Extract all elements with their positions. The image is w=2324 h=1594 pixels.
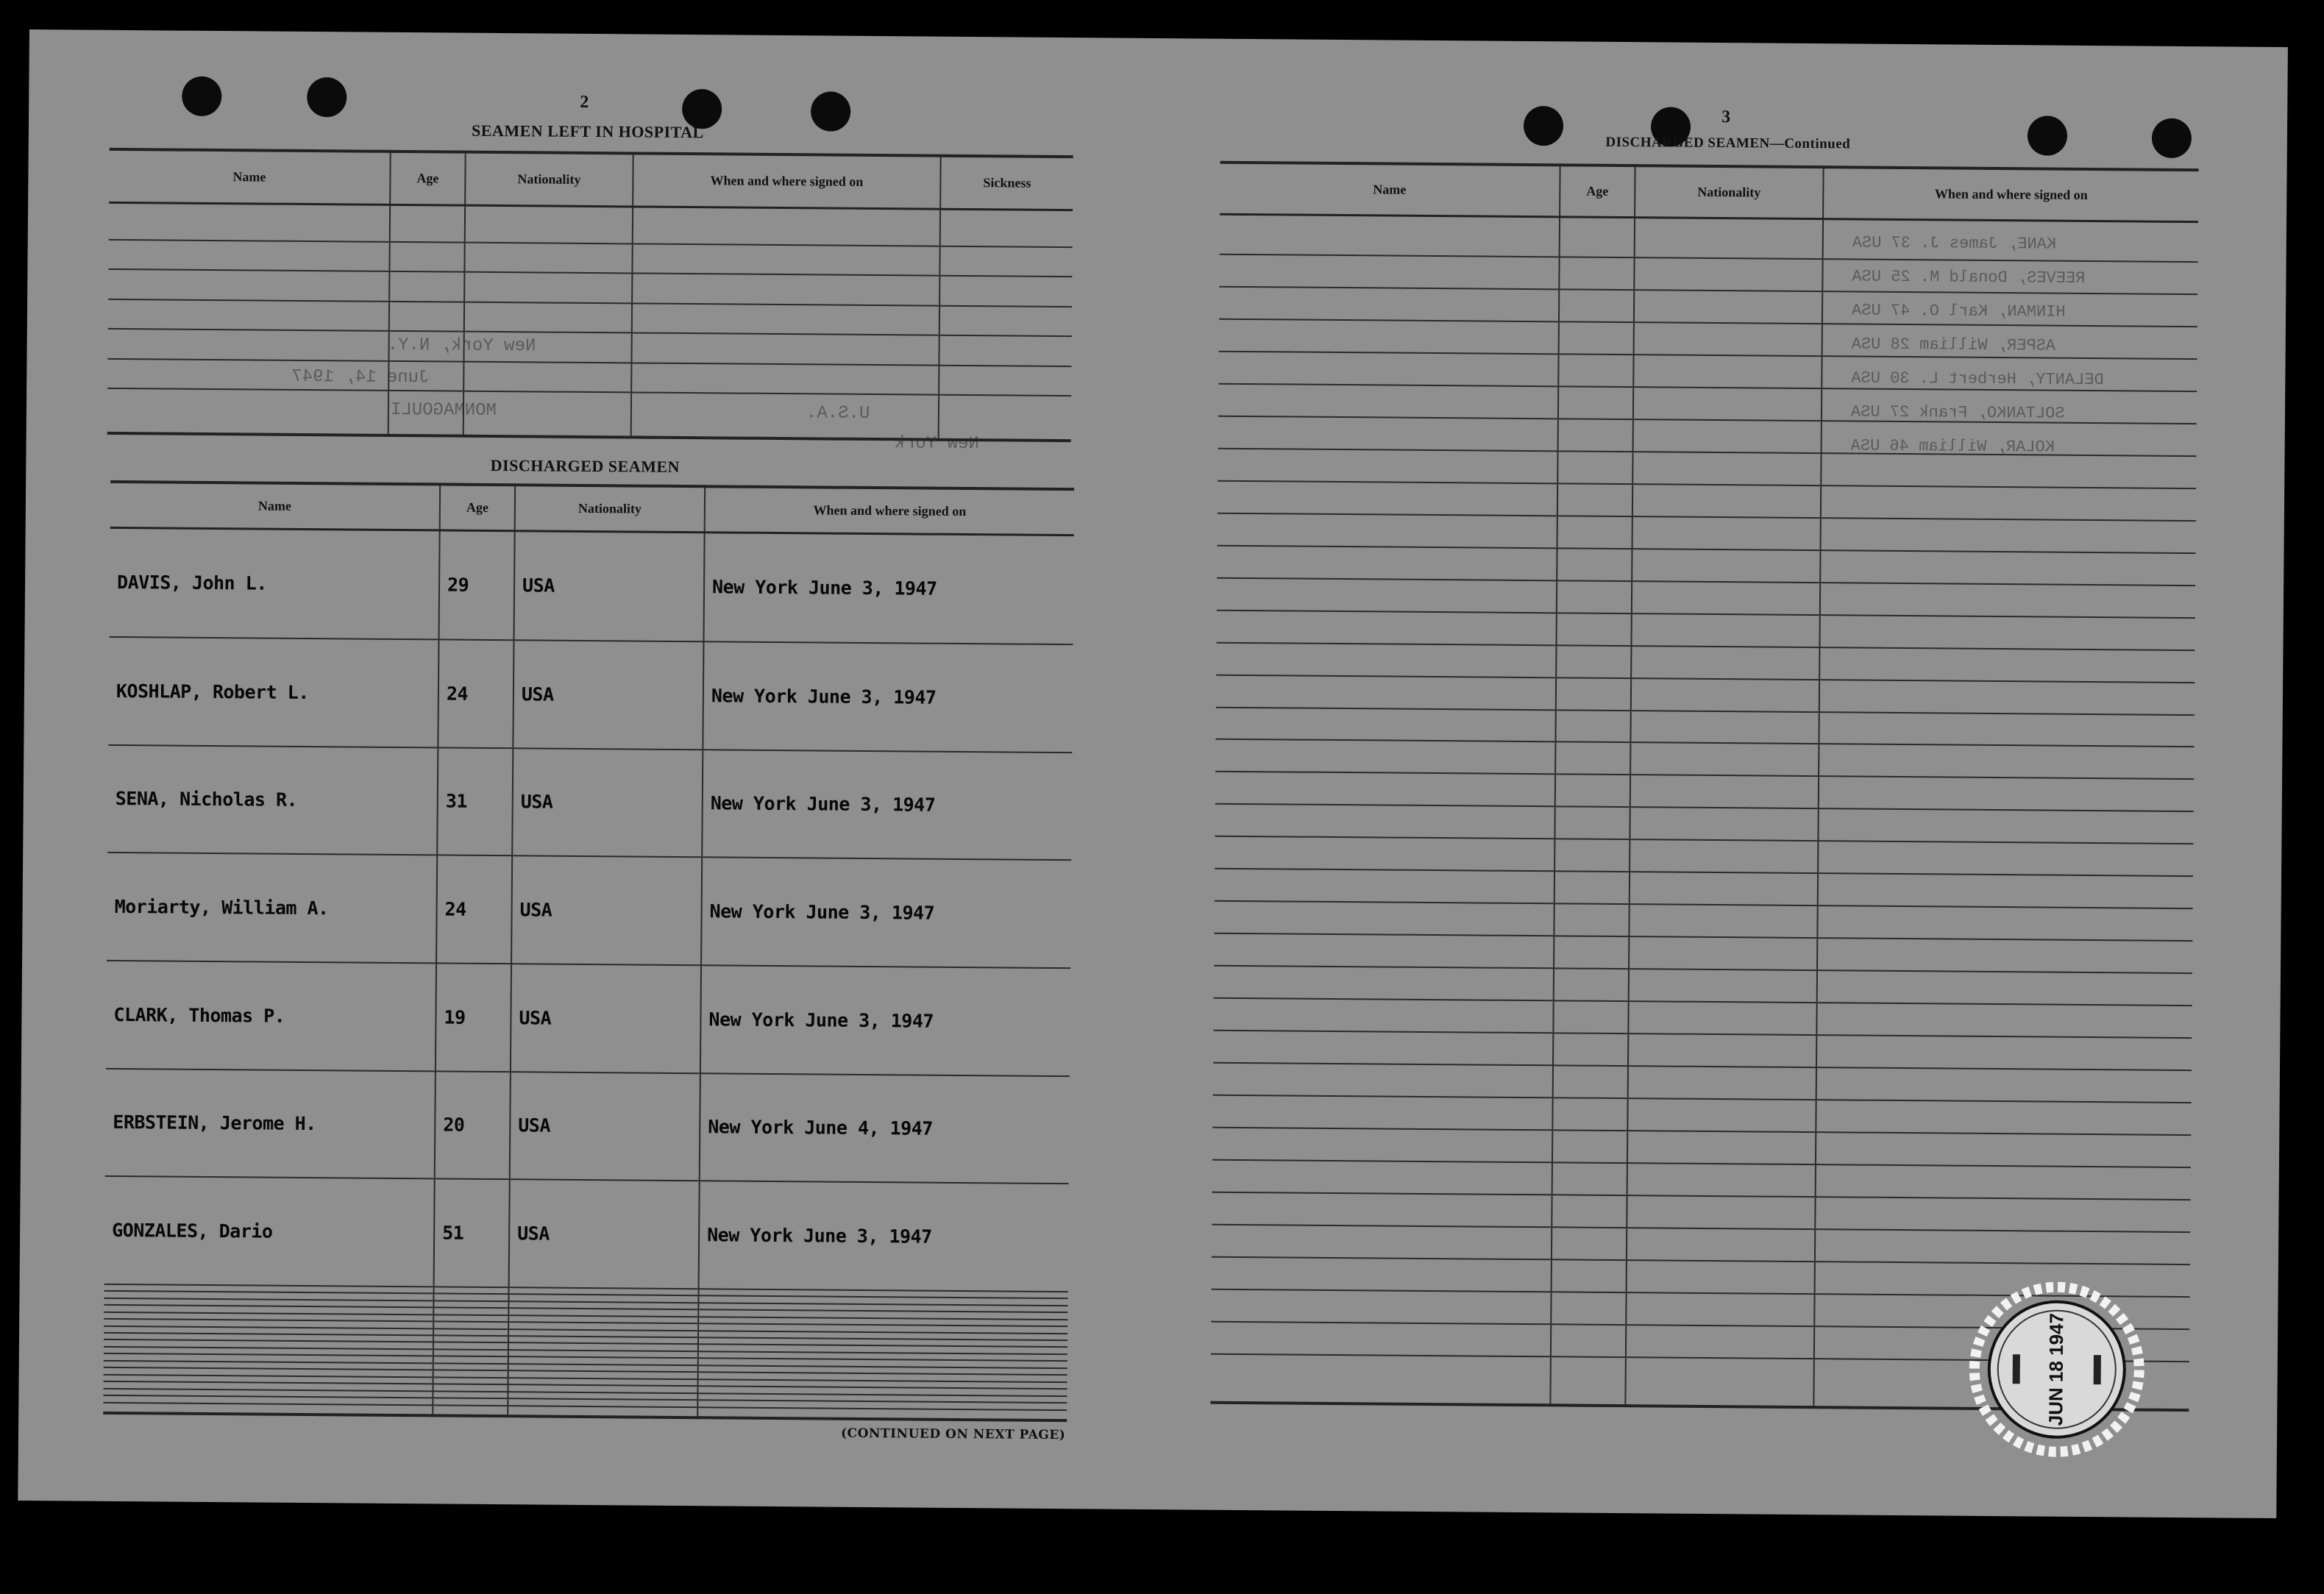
col-header-name: Name (1373, 182, 1407, 197)
col-header-signed-on: When and where signed on (633, 153, 941, 208)
table-cell (631, 393, 939, 440)
table-cell (1211, 1289, 1551, 1325)
table-cell (1553, 1001, 1628, 1034)
table-cell (1627, 1195, 1815, 1229)
table-cell (1215, 772, 1555, 807)
table-cell (1554, 839, 1630, 872)
table-cell (1821, 453, 2196, 488)
table-cell (1627, 1131, 1816, 1164)
table-cell (1558, 386, 1633, 419)
cell-name (103, 1402, 433, 1415)
table-cell (107, 329, 388, 361)
table-cell (108, 239, 389, 271)
punch-hole (2028, 115, 2067, 155)
table-cell (1630, 872, 1818, 905)
show-through-text: HINMAN, Karl O. 47 USA (1851, 301, 2066, 321)
table-cell (1628, 1033, 1816, 1067)
cell-age: 31 (437, 747, 513, 855)
table-cell (1552, 1130, 1627, 1163)
table-cell (1630, 808, 1818, 842)
show-through-text: REEVES, Donald M. 25 USA (1852, 267, 2086, 288)
col-header-nationality: Nationality (465, 152, 633, 207)
table-cell (1557, 548, 1632, 581)
page-number-left: 2 (580, 92, 589, 112)
cell-nationality: USA (514, 530, 704, 641)
table-cell (1556, 677, 1631, 711)
table-cell (1634, 322, 1822, 356)
cell-name: KOSHLAP, Robert L. (116, 680, 309, 703)
table-cell (463, 391, 631, 438)
table-cell (1815, 1197, 2190, 1232)
col-header-age: Age (440, 484, 515, 530)
table-cell (1216, 642, 1556, 677)
table-cell (1554, 936, 1629, 969)
table-cell (1552, 1227, 1627, 1260)
table-cell (1212, 1192, 1552, 1228)
table-cell (388, 391, 463, 436)
table-cell (1550, 1356, 1626, 1406)
punch-hole (182, 77, 221, 116)
cell-name: ERBSTEIN, Jerome H. (113, 1111, 316, 1135)
table-row (107, 745, 1072, 861)
table-cell (1820, 550, 2195, 586)
table-cell (1816, 1067, 2192, 1103)
table-cell (1555, 775, 1630, 808)
table-cell (1554, 904, 1629, 937)
table-cell (939, 335, 1071, 366)
show-through-text: MONMAGOULI (390, 399, 497, 421)
table-cell (632, 243, 939, 276)
table-cell (631, 333, 939, 366)
table-cell (939, 246, 1072, 277)
table-cell (1816, 1132, 2191, 1167)
table-cell (1625, 1357, 1814, 1407)
table-cell (632, 303, 939, 335)
table-cell (1218, 480, 1557, 516)
table-cell (1630, 743, 1819, 777)
table-cell (940, 209, 1073, 247)
table-cell (1630, 711, 1819, 744)
cell-name: SENA, Nicholas R. (115, 788, 298, 811)
table-cell (1214, 966, 1554, 1001)
cell-signed-on: New York June 3, 1947 (703, 532, 1073, 644)
table-cell (939, 305, 1072, 336)
table-cell (1816, 1003, 2192, 1038)
table-cell (1558, 354, 1633, 387)
hospital-table (107, 148, 1073, 442)
table-cell (1212, 1225, 1552, 1260)
table-cell (1554, 807, 1630, 840)
table-cell (389, 302, 464, 332)
table-row (106, 961, 1070, 1076)
cell-age: 29 (439, 530, 515, 640)
table-cell (631, 363, 939, 395)
table-cell (1821, 485, 2196, 521)
punch-hole (307, 77, 347, 117)
table-cell (1820, 583, 2195, 618)
table-cell (1214, 933, 1554, 969)
table-cell (1559, 321, 1634, 355)
cell-signed-on: New York June 4, 1947 (700, 1073, 1070, 1184)
table-cell (1557, 483, 1632, 516)
cell-signed-on: New York June 3, 1947 (701, 858, 1071, 969)
table-cell (1217, 545, 1557, 580)
table-cell (464, 242, 632, 273)
table-cell (1212, 1095, 1552, 1131)
punch-hole (811, 91, 850, 131)
table-cell (1218, 416, 1558, 452)
table-cell (388, 361, 463, 391)
cell-signed-on (697, 1407, 1067, 1420)
table-cell (1218, 513, 1557, 548)
table-row (105, 1068, 1070, 1184)
cell-name: Moriarty, William A. (114, 896, 329, 919)
table-cell (1629, 969, 1817, 1003)
table-cell (1627, 1260, 1815, 1294)
document-sheet (18, 29, 2288, 1518)
col-header-nationality: Nationality (515, 485, 705, 532)
table-cell (1819, 615, 2195, 650)
table-cell (108, 269, 389, 302)
table-cell (1632, 484, 1821, 518)
table-cell (1634, 290, 1822, 324)
table-cell (1219, 287, 1559, 322)
table-cell (1551, 1324, 1626, 1357)
table-cell (1215, 739, 1555, 775)
table-cell (1217, 610, 1557, 645)
table-cell (1631, 646, 1819, 680)
table-cell (1634, 257, 1822, 291)
cell-age: 24 (438, 639, 514, 747)
table-cell (939, 395, 1071, 441)
show-through-text: KOLAR, William 46 USA (1850, 436, 2055, 457)
cell-signed-on: New York June 3, 1947 (703, 641, 1073, 752)
cell-name: CLARK, Thomas P. (113, 1003, 285, 1027)
table-cell (463, 361, 631, 392)
cell-age: 20 (435, 1071, 511, 1179)
cell-nationality: USA (510, 1072, 700, 1181)
table-cell (1818, 809, 2193, 844)
table-cell (109, 202, 390, 242)
table-cell (1628, 1066, 1816, 1100)
table-cell (1819, 647, 2195, 683)
table-cell (1633, 387, 1822, 421)
table-cell (1212, 1128, 1552, 1163)
cell-age: 19 (436, 963, 511, 1071)
table-cell (464, 302, 632, 332)
show-through-text: U.S.A. (806, 403, 870, 424)
table-cell (1555, 742, 1630, 775)
table-cell (1554, 969, 1629, 1002)
table-cell (939, 276, 1072, 307)
table-cell (1555, 710, 1630, 743)
table-cell (107, 388, 388, 435)
table-cell (1630, 775, 1819, 809)
table-cell (1219, 255, 1559, 290)
table-row (107, 853, 1071, 968)
table-cell (1218, 352, 1558, 387)
table-cell (1557, 451, 1632, 484)
table-cell (390, 204, 465, 242)
punch-hole (2152, 118, 2192, 158)
cell-nationality: USA (511, 855, 702, 965)
col-header-signed-on: When and where signed on (1823, 167, 2199, 221)
table-cell (1628, 1001, 1816, 1035)
table-cell (1631, 613, 1819, 647)
table-cell (1821, 518, 2196, 553)
cell-nationality: USA (511, 964, 701, 1073)
table-cell (1632, 581, 1820, 615)
table-cell (939, 365, 1071, 396)
table-cell (1626, 1325, 1814, 1359)
table-cell (1818, 873, 2193, 908)
table-cell (1556, 613, 1631, 646)
table-cell (1213, 998, 1553, 1033)
table-cell (1559, 289, 1634, 322)
table-cell (1627, 1098, 1816, 1132)
discharged-section-title: DISCHARGED SEAMEN (490, 455, 681, 476)
show-through-text: ASPER, William 28 USA (1851, 335, 2056, 355)
discharged-table (103, 480, 1074, 1422)
cell-age: 24 (436, 855, 512, 964)
table-cell (1218, 384, 1558, 419)
show-through-text: June 14, 1947 (291, 366, 430, 388)
table-cell (1631, 678, 1819, 712)
table-cell (1212, 1160, 1552, 1195)
table-cell (1215, 869, 1554, 904)
cell-name: GONZALES, Dario (112, 1219, 273, 1242)
table-cell (464, 272, 632, 303)
table-row (104, 1176, 1069, 1292)
table-cell (1560, 216, 1635, 257)
table-cell (1551, 1292, 1626, 1325)
cell-nationality (508, 1406, 697, 1417)
table-cell (1552, 1097, 1627, 1131)
col-header-signed-on: When and where signed on (705, 486, 1074, 535)
table-cell (1210, 1354, 1551, 1406)
col-header-nationality: Nationality (1635, 166, 1824, 218)
table-cell (1213, 1031, 1553, 1066)
table-cell (1819, 777, 2194, 812)
table-cell (1816, 1035, 2192, 1070)
hospital-section-title: SEAMEN LEFT IN HOSPITAL (471, 121, 704, 142)
table-row (107, 388, 1071, 441)
cell-age (433, 1405, 508, 1416)
table-cell (1553, 1033, 1628, 1067)
cell-name: DAVIS, John L. (116, 572, 267, 594)
table-cell (1816, 1164, 2191, 1200)
table-cell (1218, 448, 1557, 483)
col-header-age: Age (390, 152, 466, 205)
table-cell (1817, 905, 2192, 941)
col-header-sickness: Sickness (940, 156, 1073, 210)
immigration-stamp (1968, 1281, 2146, 1459)
table-cell (1632, 549, 1820, 583)
table-cell (1219, 319, 1559, 355)
table-cell (1629, 904, 1817, 938)
table-cell (1818, 842, 2193, 877)
table-cell (389, 271, 464, 302)
table-cell (463, 332, 631, 363)
table-cell (1629, 936, 1817, 970)
table-cell (1627, 1228, 1815, 1262)
show-through-text: SOLTANKO, Frank 27 USA (1850, 402, 2065, 423)
table-cell (1817, 938, 2192, 973)
table-cell (1212, 1257, 1552, 1292)
table-cell (1819, 744, 2194, 780)
table-cell (1552, 1195, 1627, 1228)
table-cell (1215, 836, 1554, 872)
table-cell (1633, 419, 1822, 453)
table-cell (1216, 675, 1556, 710)
col-header-name: Name (232, 168, 266, 185)
table-cell (107, 359, 388, 391)
discharged-continued-title: DISCHARGED SEAMEN—Continued (1605, 134, 1851, 152)
col-header-age: Age (1560, 165, 1635, 217)
table-cell (1215, 804, 1554, 839)
table-cell (1552, 1162, 1627, 1195)
continued-note: (CONTINUED ON NEXT PAGE) (840, 1426, 1066, 1443)
table-cell (1554, 872, 1630, 905)
stamp-date: JUN 18 1947 (2044, 1312, 2068, 1426)
table-cell (1557, 580, 1632, 613)
table-cell (1815, 1229, 2190, 1264)
table-cell (388, 331, 463, 361)
table-cell (1819, 712, 2194, 747)
table-cell (1816, 1100, 2191, 1135)
table-cell (1633, 355, 1822, 388)
cell-nationality: USA (512, 748, 703, 858)
table-row (108, 637, 1073, 752)
table-cell (1215, 707, 1555, 742)
table-cell (1559, 257, 1634, 290)
table-cell (1630, 840, 1818, 874)
table-cell (1211, 1322, 1551, 1357)
table-cell (1556, 645, 1631, 678)
col-header-name: Name (257, 498, 291, 513)
table-cell (465, 205, 633, 243)
show-through-text: New York (894, 433, 979, 455)
table-cell (1553, 1065, 1628, 1098)
table-cell (1214, 901, 1554, 936)
cell-signed-on: New York June 3, 1947 (699, 1181, 1069, 1292)
cell-signed-on: New York June 3, 1947 (702, 750, 1072, 861)
table-cell (1557, 516, 1632, 549)
table-cell (1626, 1292, 1814, 1326)
table-cell (389, 241, 464, 271)
table-cell (108, 299, 389, 332)
cell-age: 51 (434, 1179, 510, 1287)
table-cell (1220, 214, 1560, 257)
table-cell (1217, 577, 1557, 613)
table-cell (1632, 452, 1821, 485)
show-through-text: DELANTY, Herbert L. 30 USA (1851, 369, 2104, 390)
table-cell (1817, 970, 2192, 1006)
page-number-right: 3 (1721, 107, 1731, 127)
cell-nationality: USA (513, 640, 703, 750)
cell-signed-on: New York June 3, 1947 (700, 965, 1070, 1076)
table-row (110, 527, 1074, 644)
cell-nationality: USA (509, 1179, 700, 1289)
table-cell (1558, 419, 1633, 452)
table-cell (1627, 1163, 1816, 1197)
table-cell (633, 206, 940, 246)
table-cell (1635, 217, 1823, 259)
show-through-text: KANE, James J. 37 USA (1852, 233, 2057, 254)
show-through-text: New York, N.Y. (387, 335, 536, 357)
table-cell (1552, 1259, 1627, 1292)
table-cell (1213, 1063, 1553, 1098)
table-cell (1632, 516, 1821, 550)
table-cell (1819, 680, 2195, 715)
table-cell (632, 274, 939, 306)
